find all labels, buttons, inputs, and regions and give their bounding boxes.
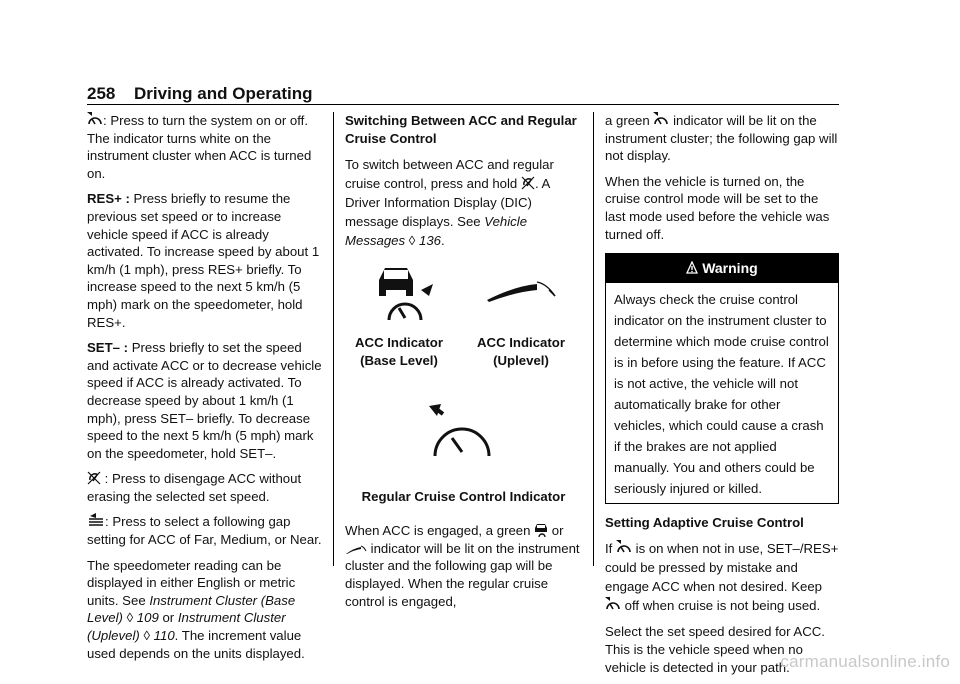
figure-regular-cruise — [345, 394, 582, 514]
acc-uplevel-small-icon — [345, 545, 367, 555]
caption-acc-base: ACC Indicator (Base Level) — [355, 335, 443, 368]
paragraph-cancel: : Press to disengage ACC without erasing the selected set speed. — [87, 471, 302, 504]
page-number: 258 — [87, 84, 116, 103]
warning-title: Warning — [702, 260, 758, 277]
link-instrument-cluster-uplevel[interactable]: Instrument Cluster (Uplevel) — [87, 610, 286, 644]
warning-header — [606, 254, 838, 283]
paragraph-last-mode: When the vehicle is turned on, the cruise control mode will be set to the last mode used before the vehicle was turned off. — [605, 173, 830, 242]
paragraph-res: RES+ : Press briefly to resume the previous set speed or to increase vehicle speed if ACC is already activated. To increase speed by about 1 km/h (1 mph), press RES+ briefly. To increase speed to the next 5 km/h (5 mph) mark on the speedometer, hold RES+. — [87, 191, 320, 330]
paragraph-keep-off: If is on when not in use, SET–/RES+ could be pressed by mistake and engage ACC when not desired. Keep off when cruise is not being used. — [605, 541, 839, 614]
page-header — [87, 84, 839, 106]
cruise-control-icon — [605, 597, 621, 612]
cruise-control-icon — [616, 540, 632, 555]
paragraph-speedometer: The speedometer reading can be displayed in either English or metric units. See Instrument Cluster (Base Level) ◊ 109 or Instrument Cluster (Uplevel) ◊ 110. The increment value used depends on the units displayed. — [87, 557, 305, 661]
column-1 — [87, 112, 323, 670]
link-instrument-cluster-base[interactable]: Instrument Cluster (Base Level) — [87, 592, 296, 626]
heading-switching: Switching Between ACC and Regular Cruise Control — [345, 113, 577, 146]
caption-acc-uplevel: ACC Indicator (Uplevel) — [477, 335, 565, 368]
paragraph-select-speed: Select the set speed desired for ACC. This is the vehicle speed when no vehicle is detected in your path. — [605, 624, 825, 675]
section-title: Driving and Operating — [134, 84, 313, 103]
heading-setting-acc: Setting Adaptive Cruise Control — [605, 514, 804, 530]
warning-body: Always check the cruise control indicator on the instrument cluster to determine which mode cruise control is in before using the feature. If ACC is not active, the vehicle will not automatically brake for other vehicles, which could cause a crash if the brakes are not applied manually. You and others could be seriously injured or killed. — [614, 291, 829, 496]
warning-icon — [686, 261, 698, 275]
acc-indicator-base-icon — [373, 264, 437, 324]
paragraph-set: SET– : Press briefly to set the speed and activate ACC or to decrease vehicle speed if ACC is already activated. To decrease speed by about 1 km/h (1 mph), press SET– briefly. To decrease speed to the next 5 km/h (5 mph) mark on the speedometer, hold SET–. — [87, 340, 322, 461]
acc-indicator-uplevel-icon — [485, 280, 557, 304]
cruise-control-icon — [87, 112, 103, 127]
column-2 — [345, 112, 582, 618]
paragraph-switch: To switch between ACC and regular cruise control, press and hold . A Driver Information Display (DIC) message displays. See Vehicle Messages ◊ 136. — [345, 157, 554, 249]
column-divider-2 — [593, 112, 594, 566]
cancel-icon — [521, 176, 535, 190]
regular-cruise-indicator-icon — [427, 404, 497, 464]
paragraph-green-indicator: a green indicator will be lit on the instrument cluster; the following gap will not display. — [605, 113, 838, 164]
column-3 — [605, 112, 839, 684]
column-divider-1 — [333, 112, 334, 566]
link-vehicle-messages[interactable]: Vehicle Messages — [345, 214, 528, 249]
cruise-control-icon — [653, 112, 669, 127]
paragraph-gap: : Press to select a following gap setting for ACC of Far, Medium, or Near. — [87, 514, 322, 548]
paragraph-acc-engaged: When ACC is engaged, a green or indicator will be lit on the instrument cluster and the following gap will be displayed. When the regular cruise control is engaged, — [345, 523, 580, 609]
figure-acc-indicators — [345, 264, 582, 374]
paragraph-cruise-button: : Press to turn the system on or off. The indicator turns white on the instrument cluster when ACC is turned on. — [87, 113, 312, 181]
cancel-icon — [87, 471, 101, 485]
header-rule — [87, 104, 839, 105]
following-gap-icon — [87, 513, 105, 528]
acc-car-icon — [534, 523, 548, 537]
warning-box — [605, 253, 839, 504]
watermark: carmanualsonline.info — [780, 652, 950, 671]
caption-regular-cruise: Regular Cruise Control Indicator — [361, 489, 566, 505]
